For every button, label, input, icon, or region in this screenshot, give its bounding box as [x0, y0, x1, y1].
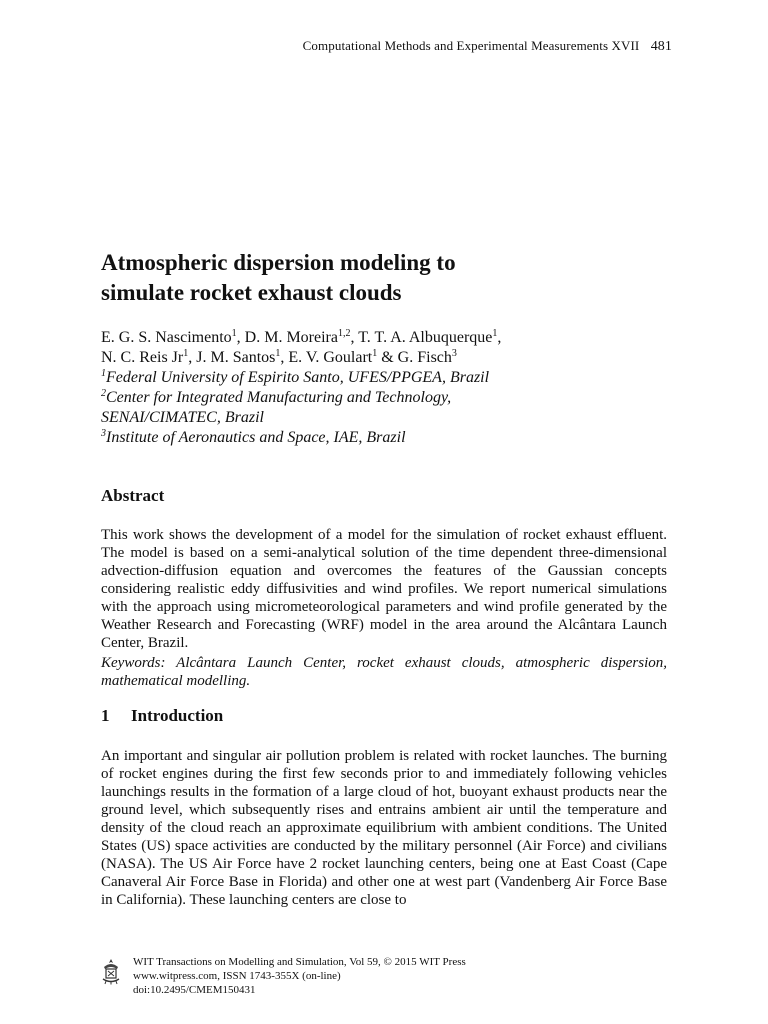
- affiliation-text: SENAI/CIMATEC, Brazil: [101, 409, 264, 426]
- affiliation-mark: 1: [101, 368, 106, 379]
- footer-text: [133, 955, 466, 997]
- affiliation-mark: 2: [101, 388, 106, 399]
- footer-line-3: doi:10.2495/CMEM150431: [133, 984, 256, 996]
- author-name: E. V. Goulart: [288, 349, 373, 366]
- section-title: Introduction: [131, 706, 224, 725]
- author-block: [101, 328, 681, 448]
- section-heading-introduction: [101, 706, 223, 726]
- introduction-text: An important and singular air pollution problem is related with rocket launches. The burning of rocket engines during the first few seconds prior to and immediately following vehicles launchings results in the formation of a large cloud of hot, buoyant exhaust products near the ground level, which subsequently rises and entrains ambient air until the temperature and density of the cloud reach an approximate equilibrium with ambient conditions. The United States (US) space activities are conducted by the military personnel (Air Force) and civilians (NASA). The US Air Force have 2 rocket launching centers, being one at East Coast (Cape Canaveral Air Force Base in Florida) and other one at west part (Vandenberg Air Force Base in California). These launching centers are close to: [101, 748, 667, 908]
- author-affiliation-mark: 1: [231, 328, 237, 339]
- wit-press-logo-icon: [100, 957, 122, 985]
- affiliation-text: Federal University of Espirito Santo, UFES/PPGEA, Brazil: [106, 369, 490, 386]
- affiliation-text: Center for Integrated Manufacturing and Technology,: [106, 389, 452, 406]
- author-affiliation-mark: 1: [275, 348, 281, 359]
- author-line-2: [101, 348, 681, 368]
- author-separator: ,: [188, 349, 197, 366]
- footer-line-1: WIT Transactions on Modelling and Simulation, Vol 59, © 2015 WIT Press: [133, 956, 466, 968]
- author-name: J. M. Santos: [196, 349, 276, 366]
- affiliation-text: Institute of Aeronautics and Space, IAE, Brazil: [106, 429, 406, 446]
- section-number: 1: [101, 706, 110, 725]
- paper-title: [101, 248, 661, 308]
- title-line-2: simulate rocket exhaust clouds: [101, 280, 402, 305]
- author-separator: ,: [497, 329, 502, 346]
- author-separator: &: [377, 349, 398, 366]
- author-separator: ,: [280, 349, 289, 366]
- affiliation-1: [101, 368, 681, 388]
- page-footer: [100, 955, 600, 1001]
- keywords: Keywords: Alcântara Launch Center, rocket exhaust clouds, atmospheric dispersion, mathematical modelling.: [101, 655, 667, 689]
- author-line-1: [101, 328, 681, 348]
- abstract-text: This work shows the development of a model for the simulation of rocket exhaust effluent. The model is based on a semi-analytical solution of the time dependent three-dimensional advection-diffusion equation and overcomes the features of the Gaussian concepts considering realistic eddy diffusivities and wind profiles. We report numerical simulations with the approach using micrometeorological parameters and wind profile generated by the Weather Research and Forecasting (WRF) model in the area around the Alcântara Launch Center, Brazil.: [101, 527, 667, 651]
- author-affiliation-mark: 1: [372, 348, 378, 359]
- author-separator: ,: [350, 329, 359, 346]
- author-affiliation-mark: 1: [183, 348, 189, 359]
- affiliation-3: [101, 428, 681, 448]
- title-line-1: Atmospheric dispersion modeling to: [101, 250, 456, 275]
- affiliation-2: [101, 388, 681, 428]
- journal-name: Computational Methods and Experimental Measurements XVII: [302, 38, 640, 53]
- author-name: D. M. Moreira: [244, 329, 338, 346]
- running-head: [303, 38, 672, 55]
- author-affiliation-mark: 1,2: [337, 328, 351, 339]
- affiliation-mark: 3: [101, 428, 106, 439]
- author-name: N. C. Reis Jr: [101, 349, 184, 366]
- author-affiliation-mark: 1: [492, 328, 498, 339]
- abstract-heading: Abstract: [101, 486, 165, 505]
- author-name: E. G. S. Nascimento: [101, 329, 232, 346]
- footer-line-2: www.witpress.com, ISSN 1743-355X (on-line): [133, 970, 341, 982]
- author-separator: ,: [236, 329, 245, 346]
- author-name: G. Fisch: [397, 349, 452, 366]
- author-name: T. T. A. Albuquerque: [358, 329, 493, 346]
- author-affiliation-mark: 3: [451, 348, 457, 359]
- page-number: 481: [650, 39, 672, 54]
